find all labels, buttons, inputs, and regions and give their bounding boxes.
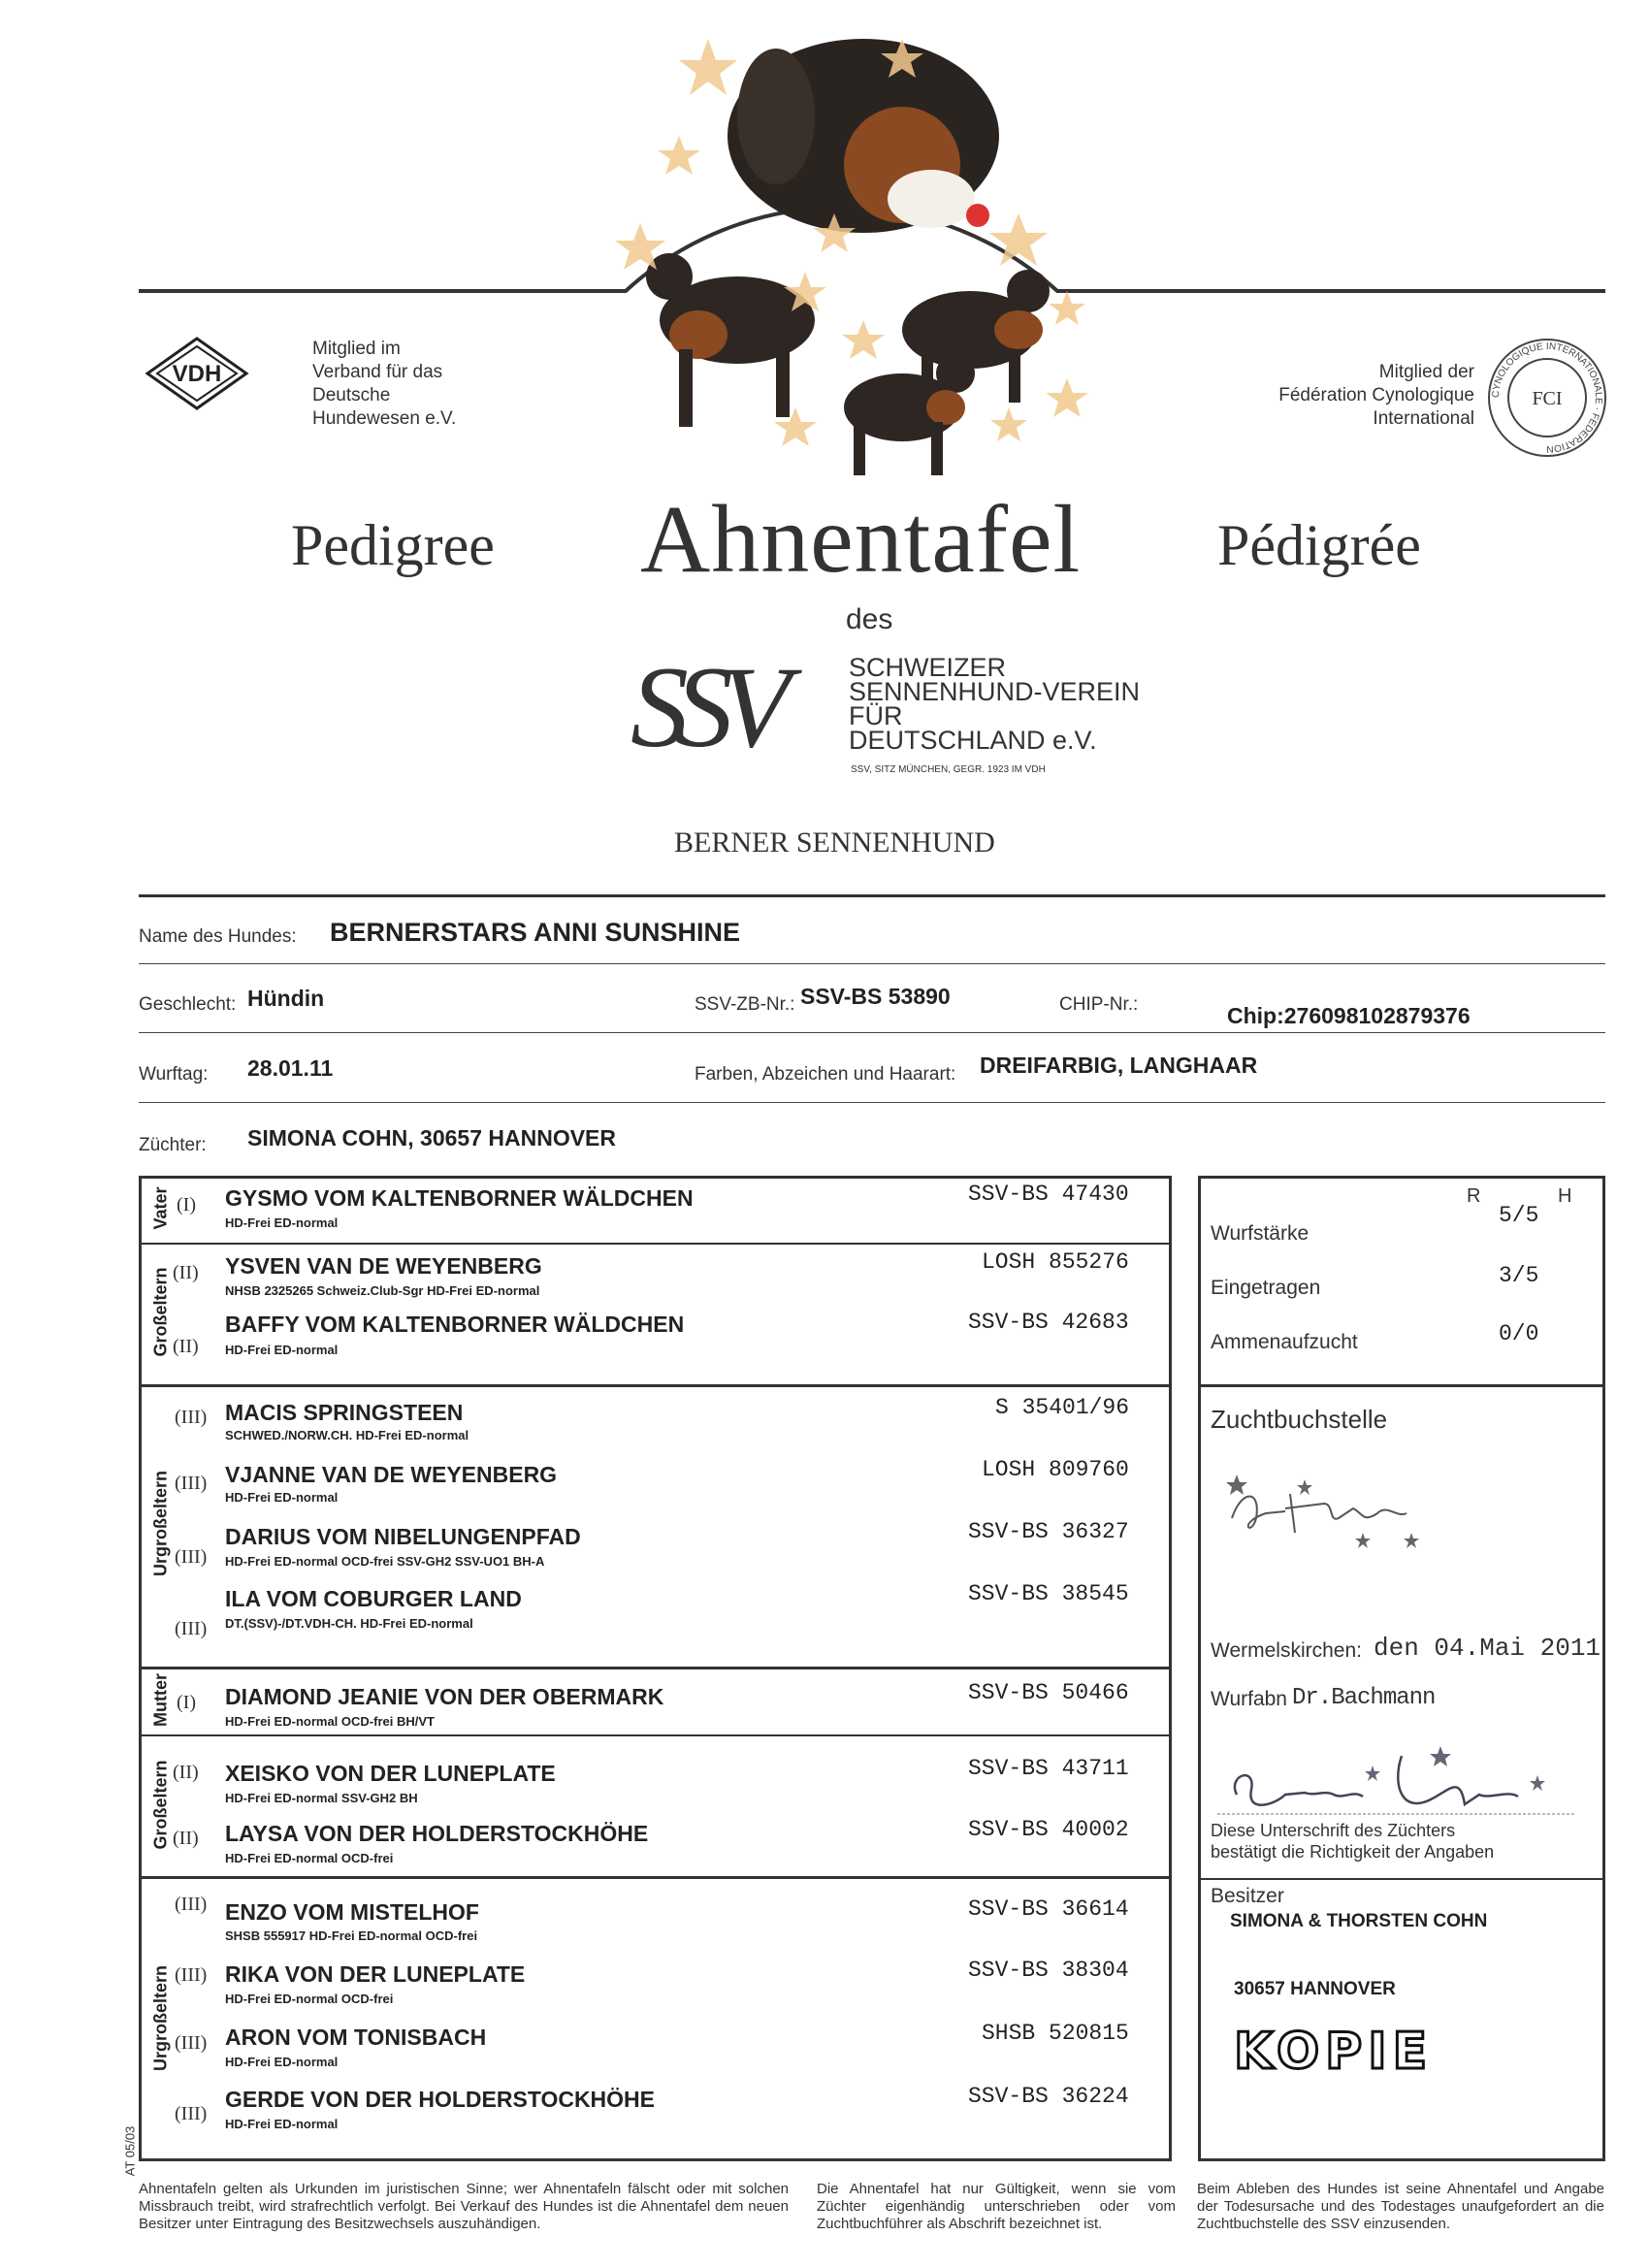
dog-illustration-left xyxy=(646,253,815,427)
dam-gp1-reg: SSV-BS 43711 xyxy=(968,1756,1129,1781)
footer-legal-3: Beim Ableben des Hundes ist seine Ahnentafel und Angabe der Todesursache und des Todestages unaufgefordert an die Zuchtbuchstelle des SSV einzusenden. xyxy=(1197,2181,1604,2232)
footer-legal-1: Ahnentafeln gelten als Urkunden im juristischen Sinne; wer Ahnentafeln fälscht oder mit solchen Missbrauch treibt, wird strafrechtlich verfolgt. Bei Verkauf des Hundes ist die Ahnentafel dem neuen Besitzer unter Eintragung des Besitzwechsels auszuhändigen. xyxy=(139,2181,789,2232)
place-label: Wermelskirchen: xyxy=(1211,1639,1362,1662)
h-header: H xyxy=(1558,1185,1572,1207)
dam-ggp3-info: HD-Frei ED-normal xyxy=(225,2055,339,2069)
chip-number: Chip:276098102879376 xyxy=(1227,1003,1471,1028)
birth-date: 28.01.11 xyxy=(247,1055,334,1081)
registered-value: 3/5 xyxy=(1499,1263,1539,1288)
dam-ggp4-reg: SSV-BS 36224 xyxy=(968,2084,1129,2109)
dam-gp2-name: LAYSA VON DER HOLDERSTOCKHÖHE xyxy=(225,1821,649,1846)
sire-ggp4-reg: SSV-BS 38545 xyxy=(968,1581,1129,1606)
sire-ggp4-info: DT.(SSV)-/DT.VDH-CH. HD-Frei ED-normal xyxy=(225,1616,473,1631)
sire-ggp1-info: SCHWED./NORW.CH. HD-Frei ED-normal xyxy=(225,1428,469,1442)
wurfabn-value: Dr.Bachmann xyxy=(1292,1685,1436,1711)
sire-gp1-reg: LOSH 855276 xyxy=(982,1249,1129,1275)
fci-logo xyxy=(1484,335,1610,461)
sire-ggp3-reg: SSV-BS 36327 xyxy=(968,1519,1129,1544)
sire-gp2-gen: (II) xyxy=(173,1336,199,1357)
name-label: Name des Hundes: xyxy=(139,926,297,947)
sire-ggp4-name: ILA VOM COBURGER LAND xyxy=(225,1586,522,1611)
svg-text:VDH: VDH xyxy=(172,361,222,387)
club-name: SCHWEIZER SENNENHUND-VEREIN FÜR DEUTSCHLAND e.V. xyxy=(849,653,1141,755)
dam-ggp4-info: HD-Frei ED-normal xyxy=(225,2117,339,2131)
dam-ggp3-name: ARON VOM TONISBACH xyxy=(225,2025,487,2050)
fci-membership-text: Mitglied der Fédération Cynologique International xyxy=(1278,362,1474,429)
divider-3 xyxy=(139,1102,1605,1103)
dam-reg: SSV-BS 50466 xyxy=(968,1680,1129,1705)
vdh-membership-text: Mitglied im Verband für das Deutsche Hundewesen e.V. xyxy=(312,339,457,429)
foster-value: 0/0 xyxy=(1499,1321,1539,1346)
pedigree-french: Pédigrée xyxy=(1217,513,1421,577)
pedigree-english: Pedigree xyxy=(291,513,495,577)
dam-gp2-reg: SSV-BS 40002 xyxy=(968,1817,1129,1842)
wurfabn-label: Wurfabn xyxy=(1211,1688,1287,1710)
sire-ggp1-gen: (III) xyxy=(175,1407,208,1428)
dam-gen: (I) xyxy=(177,1692,196,1713)
dog-head-illustration xyxy=(728,39,999,233)
sire-ggp2-info: HD-Frei ED-normal xyxy=(225,1490,339,1505)
dam-gp1-gen: (II) xyxy=(173,1762,199,1783)
dam-ggp1-gen: (III) xyxy=(175,1894,208,1915)
dam-ggp4-name: GERDE VON DER HOLDERSTOCKHÖHE xyxy=(225,2087,656,2112)
dam-ggp1-info: SHSB 555917 HD-Frei ED-normal OCD-frei xyxy=(225,1928,478,1943)
sex-label: Geschlecht: xyxy=(139,994,237,1015)
sire-ggp3-name: DARIUS VOM NIBELUNGENPFAD xyxy=(225,1524,581,1549)
divider-1 xyxy=(139,963,1605,964)
header-artwork xyxy=(0,0,1649,543)
color-label: Farben, Abzeichen und Haarart: xyxy=(695,1064,956,1085)
kopie-stamp: KOPIE xyxy=(1234,2023,1434,2081)
dam-ggp3-gen: (III) xyxy=(175,2032,208,2054)
label-vater: Vater xyxy=(150,1186,171,1230)
dog-sex: Hündin xyxy=(247,986,325,1011)
sire-ggp4-gen: (III) xyxy=(175,1618,208,1639)
sire-ggp1-reg: S 35401/96 xyxy=(995,1395,1130,1420)
page-title: Ahnentafel xyxy=(640,485,1082,593)
label-urgrosseltern-sire: Urgroßeltern xyxy=(150,1471,171,1577)
form-code: AT 05/03 xyxy=(122,2125,138,2177)
divider-2 xyxy=(139,1032,1605,1033)
dog-color: DREIFARBIG, LANGHAAR xyxy=(980,1053,1258,1078)
dam-ggp1-name: ENZO VOM MISTELHOF xyxy=(225,1899,479,1925)
dog-name: BERNERSTARS ANNI SUNSHINE xyxy=(330,918,741,947)
sire-gp2-info: HD-Frei ED-normal xyxy=(225,1343,339,1357)
chip-label: CHIP-Nr.: xyxy=(1059,994,1139,1015)
foster-label: Ammenaufzucht xyxy=(1211,1331,1358,1353)
r-header: R xyxy=(1467,1185,1481,1207)
label-grosseltern-dam: Großeltern xyxy=(150,1760,171,1850)
sire-gp1-name: YSVEN VAN DE WEYENBERG xyxy=(225,1253,542,1279)
owner-city: 30657 HANNOVER xyxy=(1234,1979,1396,1999)
sire-info: HD-Frei ED-normal xyxy=(225,1215,339,1230)
dam-ggp4-gen: (III) xyxy=(175,2103,208,2124)
birth-label: Wurftag: xyxy=(139,1064,209,1085)
des-text: des xyxy=(846,603,893,635)
sire-ggp2-name: VJANNE VAN DE WEYENBERG xyxy=(225,1462,558,1487)
info-panel xyxy=(1198,1176,1605,2161)
breeder-label: Züchter: xyxy=(139,1135,207,1155)
zb-number: SSV-BS 53890 xyxy=(800,984,951,1009)
dam-info: HD-Frei ED-normal OCD-frei BH/VT xyxy=(225,1714,435,1729)
label-grosseltern-sire: Großeltern xyxy=(150,1267,171,1357)
breed-name: BERNER SENNENHUND xyxy=(674,826,995,859)
vdh-logo xyxy=(144,335,250,412)
sire-ggp3-info: HD-Frei ED-normal OCD-frei SSV-GH2 SSV-UO1 BH-A xyxy=(225,1554,545,1569)
fci-ring-text: CYNOLOGIQUE INTERNATIONALE · FEDERATION xyxy=(1490,340,1604,455)
divider-top xyxy=(139,894,1605,897)
sire-name: GYSMO VOM KALTENBORNER WÄLDCHEN xyxy=(225,1185,694,1211)
dam-gp2-gen: (II) xyxy=(173,1828,199,1849)
dam-ggp2-name: RIKA VON DER LUNEPLATE xyxy=(225,1961,526,1987)
dam-gp1-name: XEISKO VON DER LUNEPLATE xyxy=(225,1761,556,1786)
registered-label: Eingetragen xyxy=(1211,1277,1321,1299)
sire-ggp2-reg: LOSH 809760 xyxy=(982,1457,1129,1482)
sire-reg: SSV-BS 47430 xyxy=(968,1182,1129,1207)
dam-ggp2-reg: SSV-BS 38304 xyxy=(968,1958,1129,1983)
studbook-label: Zuchtbuchstelle xyxy=(1211,1405,1388,1434)
dog-illustration-center xyxy=(844,354,975,475)
breeder-signature xyxy=(1217,1736,1576,1833)
sire-ggp3-gen: (III) xyxy=(175,1546,208,1568)
dam-ggp1-reg: SSV-BS 36614 xyxy=(968,1896,1129,1922)
sire-ggp1-name: MACIS SPRINGSTEEN xyxy=(225,1400,464,1425)
sire-gp2-name: BAFFY VOM KALTENBORNER WÄLDCHEN xyxy=(225,1312,685,1337)
ssv-logo: SSV xyxy=(630,642,778,771)
dam-ggp2-info: HD-Frei ED-normal OCD-frei xyxy=(225,1992,394,2006)
club-small-text: SSV, SITZ MÜNCHEN, GEGR. 1923 IM VDH xyxy=(851,764,1046,775)
sire-gen: (I) xyxy=(177,1194,196,1215)
owner-label: Besitzer xyxy=(1211,1885,1284,1907)
dam-gp2-info: HD-Frei ED-normal OCD-frei xyxy=(225,1851,394,1865)
signature-caption: Diese Unterschrift des Züchters bestätigt die Richtigkeit der Angaben xyxy=(1211,1821,1495,1862)
label-mutter: Mutter xyxy=(150,1673,171,1727)
studbook-signature xyxy=(1217,1465,1450,1552)
litter-value: 5/5 xyxy=(1499,1203,1539,1228)
sire-gp1-info: NHSB 2325265 Schweiz.Club-Sgr HD-Frei ED-normal xyxy=(225,1283,540,1298)
breeder-name: SIMONA COHN, 30657 HANNOVER xyxy=(247,1125,617,1150)
footer-legal-2: Die Ahnentafel hat nur Gültigkeit, wenn sie vom Züchter eigenhändig unterschrieben oder vom Zuchtbuchführer als Abschrift bezeichnet ist. xyxy=(817,2181,1176,2232)
dam-ggp3-reg: SHSB 520815 xyxy=(982,2021,1129,2046)
label-urgrosseltern-dam: Urgroßeltern xyxy=(150,1965,171,2072)
sire-gp1-gen: (II) xyxy=(173,1262,199,1283)
dam-name: DIAMOND JEANIE VON DER OBERMARK xyxy=(225,1684,664,1709)
litter-label: Wurfstärke xyxy=(1211,1222,1310,1245)
owner-name: SIMONA & THORSTEN COHN xyxy=(1230,1911,1488,1931)
place-value: den 04.Mai 2011 xyxy=(1374,1634,1601,1663)
zb-label: SSV-ZB-Nr.: xyxy=(695,994,795,1015)
sire-ggp2-gen: (III) xyxy=(175,1473,208,1494)
sire-gp2-reg: SSV-BS 42683 xyxy=(968,1310,1129,1335)
svg-text:FCI: FCI xyxy=(1532,388,1563,409)
dam-ggp2-gen: (III) xyxy=(175,1964,208,1986)
dam-gp1-info: HD-Frei ED-normal SSV-GH2 BH xyxy=(225,1791,418,1805)
